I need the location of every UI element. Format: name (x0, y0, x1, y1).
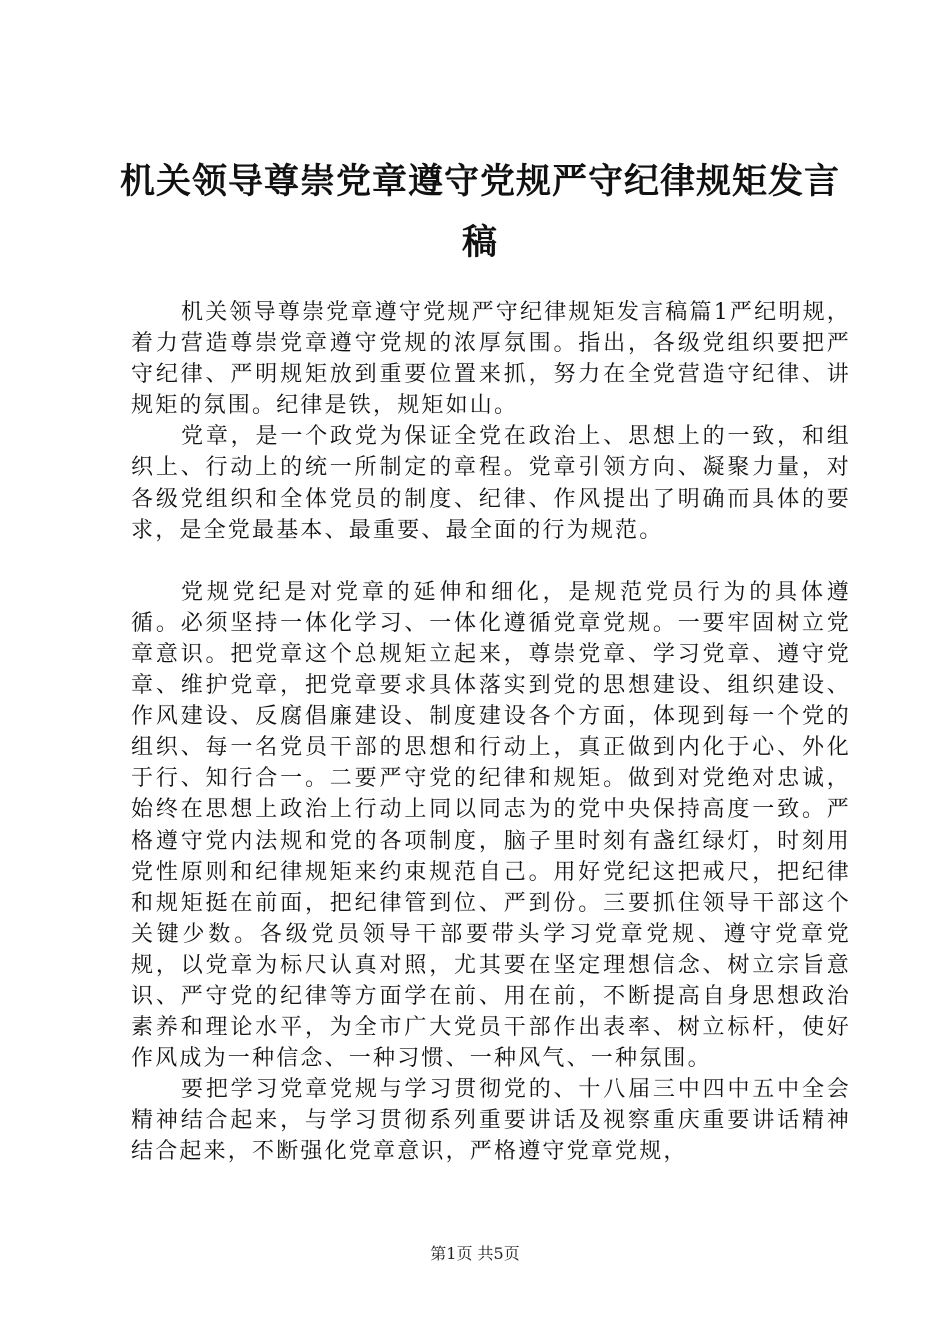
document-body (131, 297, 851, 1168)
page-footer: 第1页 共5页 (430, 1244, 520, 1263)
paragraph-3: 党规党纪是对党章的延伸和细化，是规范党员行为的具体遵循。必须坚持一体化学习、一体化遵循党章党规。一要牢固树立党章意识。把党章这个总规矩立起来，尊崇党章、学习党章、遵守党章、维护党章，把党章要求具体落实到党的思想建设、组织建设、作风建设、反腐倡廉建设、制度建设各个方面，体现到每一个党的组织、每一名党员干部的思想和行动上，真正做到内化于心、外化于行、知行合一。二要严守党的纪律和规矩。做到对党绝对忠诚，始终在思想上政治上行动上同以同志为的党中央保持高度一致。严格遵守党内法规和党的各项制度，脑子里时刻有盏红绿灯，时刻用党性原则和纪律规矩来约束规范自己。用好党纪这把戒尺，把纪律和规矩挺在前面，把纪律管到位、严到份。三要抓住领导干部这个关键少数。各级党员领导干部要带头学习党章党规、遵守党章党规，以党章为标尺认真对照，尤其要在坚定理想信念、树立宗旨意识、严守党的纪律等方面学在前、用在前，不断提高自身思想政治素养和理论水平，为全市广大党员干部作出表率、树立标杆，使好作风成为一种信念、一种习惯、一种风气、一种氛围。 (131, 579, 851, 1072)
document-title: 机关领导尊崇党章遵守党规严守纪律规矩发言稿 (120, 162, 841, 263)
paragraph-1: 机关领导尊崇党章遵守党规严守纪律规矩发言稿篇1严纪明规，着力营造尊崇党章遵守党规的浓厚氛围。指出，各级党组织要把严守纪律、严明规矩放到重要位置来抓，努力在全党营造守纪律、讲规矩的氛围。纪律是铁，规矩如山。 (131, 300, 851, 419)
paragraph-4: 要把学习党章党规与学习贯彻党的、十八届三中四中五中全会精神结合起来，与学习贯彻系列重要讲话及视察重庆重要讲话精神结合起来，不断强化党章意识，严格遵守党章党规， (131, 1077, 851, 1165)
paragraph-spacer (131, 546, 851, 577)
paragraph-2: 党章，是一个政党为保证全党在政治上、思想上的一致，和组织上、行动上的统一所制定的章程。党章引领方向、凝聚力量，对各级党组织和全体党员的制度、纪律、作风提出了明确而具体的要求，是全党最基本、最重要、最全面的行为规范。 (131, 424, 851, 543)
